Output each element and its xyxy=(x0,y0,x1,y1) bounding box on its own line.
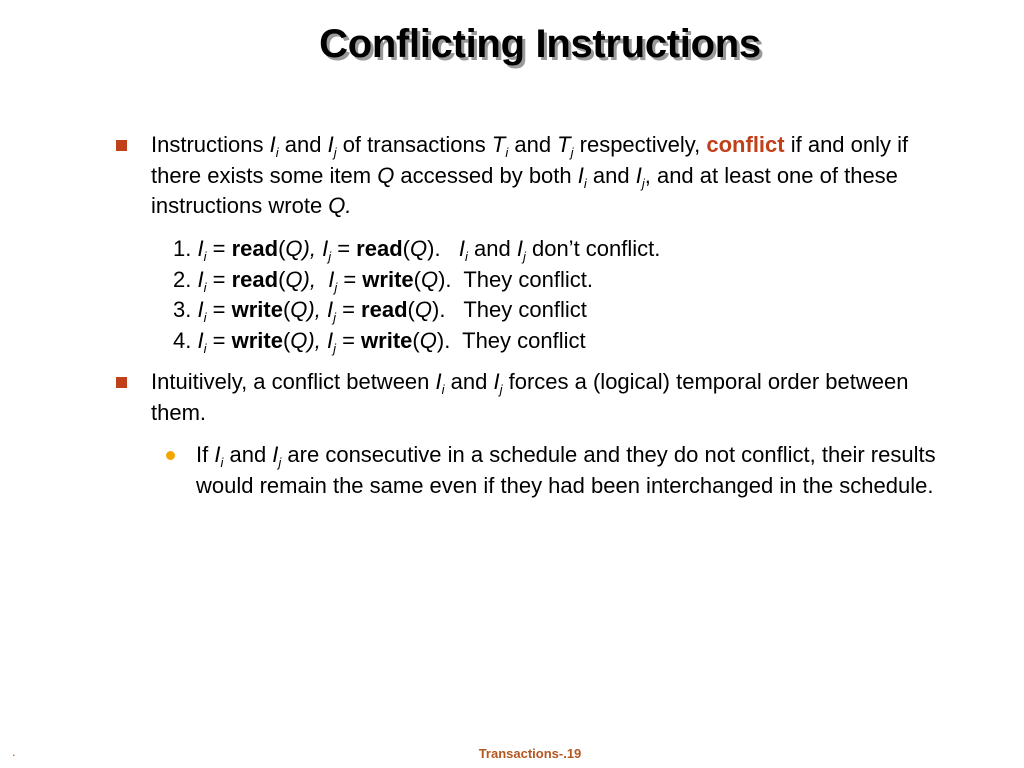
list-item: 2. $I_i$ = read(Q), $I_j$ = write(Q). They conflict. xyxy=(173,266,593,295)
square-bullet-icon xyxy=(116,140,127,151)
square-bullet-icon xyxy=(116,377,127,388)
footer-dot: . xyxy=(12,744,16,759)
list-item: 1. $I_i$ = read(Q), $I_j$ = read(Q). $I_i$ and $I_j$ don’t conflict. xyxy=(173,236,661,264)
bullet-intuition: Intuitively, a conflict between $I_i$ and $I_j$ forces a (logical) temporal order between them. xyxy=(151,369,909,425)
sub-bullet-consecutive: If $I_i$ and $I_j$ are consecutive in a schedule and they do not conflict, their results would remain the same even if they had been interchanged in the schedule. xyxy=(196,442,936,498)
bullet-conflict-definition: Instructions $I_i$ and $I_j$ of transactions $T_i$ and $T_j$ respectively, conflict if and only if there exists some item Q accessed by both $I_i$ and $I_j$, and at least one of these instructions wrote Q. xyxy=(151,132,909,218)
conflict-cases-list xyxy=(173,234,873,356)
slide-title: Conflicting Instructions xyxy=(319,22,761,66)
round-bullet-icon xyxy=(166,451,175,460)
list-item: 3. $I_i$ = write(Q), $I_j$ = read(Q). They conflict xyxy=(173,297,587,325)
footer-label: Transactions-.19 xyxy=(478,746,582,761)
conflict-keyword: conflict xyxy=(706,132,785,157)
list-item: 4. $I_i$ = write(Q), $I_j$ = write(Q). They conflict xyxy=(173,327,586,356)
